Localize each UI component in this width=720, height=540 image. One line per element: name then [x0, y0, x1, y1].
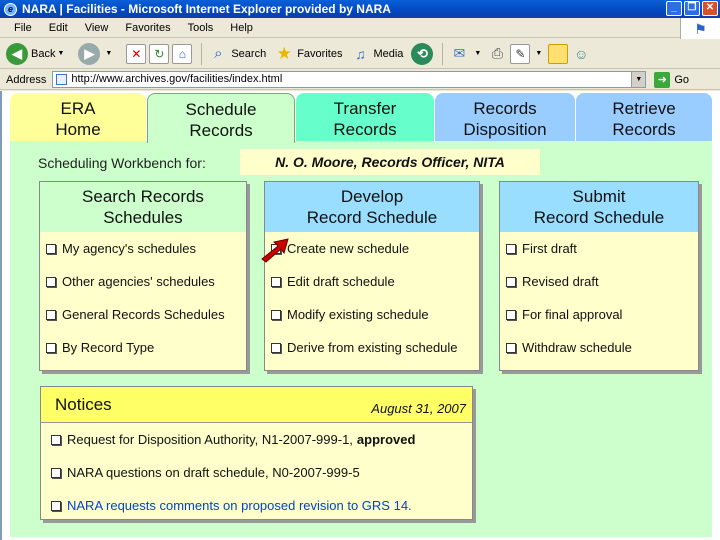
schedule-panel: [10, 141, 712, 537]
search-label: Search: [231, 47, 267, 60]
tab-label: Transfer: [333, 99, 397, 118]
tab-label: ERA: [60, 99, 96, 118]
notices-title: Notices: [55, 395, 112, 414]
tab-label: Schedule: [185, 100, 257, 119]
option-my-agency-schedules[interactable]: [40, 232, 246, 265]
checkbox-icon: [506, 343, 516, 353]
checkbox-icon: [51, 501, 61, 511]
checkbox-icon: [46, 343, 56, 353]
tab-records-disposition[interactable]: [435, 93, 575, 141]
notice-text: NARA requests comments on proposed revision to GRS 14.: [67, 498, 412, 513]
back-dropdown-icon[interactable]: ▼: [57, 50, 65, 57]
option-label: Modify existing schedule: [287, 307, 429, 322]
option-label: Withdraw schedule: [522, 340, 632, 355]
checkbox-icon: [271, 277, 281, 287]
checkbox-icon: [46, 310, 56, 320]
mail-dropdown-icon[interactable]: ▼: [474, 50, 482, 57]
toolbar-separator: [201, 43, 202, 65]
option-modify-existing-schedule[interactable]: [265, 298, 479, 331]
column-header-line: Record Schedule: [533, 208, 665, 227]
column-header-line: Search Records: [82, 187, 204, 206]
checkbox-icon: [506, 310, 516, 320]
nav-tabs: [10, 93, 712, 141]
ie-logo-icon: e: [4, 3, 17, 16]
option-label: Edit draft schedule: [287, 274, 395, 289]
option-general-records-schedules[interactable]: [40, 298, 246, 331]
menu-bar: [0, 18, 720, 38]
menu-help[interactable]: Help: [230, 21, 253, 34]
page-content: [0, 91, 720, 540]
window-title-bar: [0, 0, 720, 18]
notice-text: Request for Disposition Authority, N1-2007-999-1,: [67, 432, 353, 447]
search-button[interactable]: [208, 44, 266, 64]
forward-button[interactable]: [78, 43, 118, 65]
option-label: Derive from existing schedule: [287, 340, 458, 355]
address-input[interactable]: [52, 71, 646, 88]
checkbox-icon: [51, 435, 61, 445]
option-label: Revised draft: [522, 274, 599, 289]
notices-header: [41, 387, 472, 423]
stop-icon[interactable]: ✕: [126, 44, 146, 64]
option-label: My agency's schedules: [62, 241, 196, 256]
print-icon[interactable]: ⎙: [491, 45, 503, 61]
edit-dropdown-icon[interactable]: ▼: [535, 50, 543, 57]
pointer-arrow-icon: [260, 237, 290, 263]
option-label: For final approval: [522, 307, 623, 322]
submit-schedule-column: [499, 181, 699, 371]
history-icon[interactable]: ⟲: [411, 43, 433, 65]
option-revised-draft[interactable]: [500, 265, 698, 298]
option-label: First draft: [522, 241, 577, 256]
column-header: [500, 182, 698, 232]
tab-label: Records: [333, 120, 397, 139]
menu-favorites[interactable]: Favorites: [125, 21, 171, 34]
tab-retrieve-records[interactable]: [576, 93, 712, 141]
menu-file[interactable]: File: [14, 21, 32, 34]
media-icon: ♫: [355, 45, 366, 62]
refresh-icon[interactable]: ↻: [149, 44, 169, 64]
notices-panel: [40, 386, 473, 520]
menu-view[interactable]: View: [84, 21, 109, 34]
option-for-final-approval[interactable]: [500, 298, 698, 331]
address-bar: [0, 70, 720, 90]
workbench-label: Scheduling Workbench for:: [38, 155, 206, 171]
address-url: http://www.archives.gov/facilities/index.html: [71, 73, 283, 85]
column-header: [265, 182, 479, 232]
page-icon: [56, 74, 67, 85]
option-withdraw-schedule[interactable]: [500, 331, 698, 364]
option-edit-draft-schedule[interactable]: [265, 265, 479, 298]
checkbox-icon: [506, 244, 516, 254]
tab-label: Retrieve: [612, 99, 676, 118]
tab-schedule-records[interactable]: [147, 93, 295, 143]
column-header-line: Record Schedule: [306, 208, 438, 227]
close-button[interactable]: ✕: [702, 1, 718, 16]
browser-toolbar: [0, 39, 720, 69]
option-label: Create new schedule: [287, 241, 410, 256]
notices-date: August 31, 2007: [371, 401, 466, 416]
notice-status: approved: [356, 432, 416, 447]
checkbox-icon: [51, 468, 61, 478]
star-icon: ★: [276, 43, 292, 63]
note-icon[interactable]: [548, 44, 568, 64]
notice-item[interactable]: [41, 456, 472, 489]
option-other-agencies-schedules[interactable]: [40, 265, 246, 298]
favorites-label: Favorites: [297, 47, 343, 60]
option-label: General Records Schedules: [62, 307, 225, 322]
window-title: NARA | Facilities - Microsoft Internet Explorer provided by NARA: [22, 2, 391, 16]
option-by-record-type[interactable]: [40, 331, 246, 364]
tab-transfer-records[interactable]: [296, 93, 434, 141]
menu-edit[interactable]: Edit: [48, 21, 68, 34]
minimize-button[interactable]: _: [666, 1, 682, 16]
option-derive-from-existing-schedule[interactable]: [265, 331, 479, 364]
option-label: By Record Type: [62, 340, 155, 355]
checkbox-icon: [506, 277, 516, 287]
tab-era-home[interactable]: [10, 93, 146, 141]
address-label: Address: [6, 73, 47, 86]
checkbox-icon: [46, 277, 56, 287]
option-label: Other agencies' schedules: [62, 274, 215, 289]
toolbar-separator: [442, 43, 443, 65]
develop-schedule-column: [264, 181, 480, 371]
home-icon[interactable]: ⌂: [172, 44, 192, 64]
mail-icon[interactable]: ✉: [453, 45, 466, 61]
column-header-line: Develop: [340, 187, 404, 206]
option-first-draft[interactable]: [500, 232, 698, 265]
go-label: Go: [674, 73, 690, 86]
option-create-new-schedule[interactable]: [265, 232, 479, 265]
checkbox-icon: [271, 343, 281, 353]
notice-item[interactable]: [41, 423, 472, 456]
media-label: Media: [373, 47, 404, 60]
go-button[interactable]: [654, 72, 689, 88]
back-button[interactable]: [6, 43, 70, 65]
window-controls: [666, 1, 718, 16]
checkbox-icon: [271, 310, 281, 320]
notice-item-link[interactable]: [41, 489, 472, 522]
search-icon: ⌕: [214, 45, 223, 62]
tab-label: Home: [55, 120, 101, 139]
tab-label: Records: [189, 121, 253, 140]
tab-label: Disposition: [463, 120, 547, 139]
search-schedules-column: [39, 181, 247, 371]
back-label: Back: [31, 47, 56, 60]
edit-icon[interactable]: ✎: [510, 44, 530, 64]
tab-label: Records: [473, 99, 537, 118]
back-arrow-icon: ◀: [6, 43, 28, 65]
forward-arrow-icon: ▶: [78, 43, 100, 65]
checkbox-icon: [46, 244, 56, 254]
restore-button[interactable]: ❐: [684, 1, 700, 16]
column-header: [40, 182, 246, 232]
forward-dropdown-icon[interactable]: ▼: [105, 50, 113, 57]
tab-label: Records: [612, 120, 676, 139]
go-arrow-icon: ➜: [654, 72, 670, 88]
column-header-line: Submit: [572, 187, 626, 206]
notice-text: NARA questions on draft schedule, N0-2007-999-5: [67, 465, 360, 480]
favorites-button[interactable]: [274, 44, 342, 64]
column-header-line: Schedules: [103, 208, 183, 227]
media-button[interactable]: [350, 44, 403, 64]
windows-logo-icon: ⚑: [680, 18, 720, 40]
messenger-icon[interactable]: ☺: [574, 45, 589, 62]
address-dropdown-icon[interactable]: ▼: [631, 72, 645, 87]
menu-tools[interactable]: Tools: [187, 21, 214, 34]
workbench-user: N. O. Moore, Records Officer, NITA: [240, 149, 540, 175]
